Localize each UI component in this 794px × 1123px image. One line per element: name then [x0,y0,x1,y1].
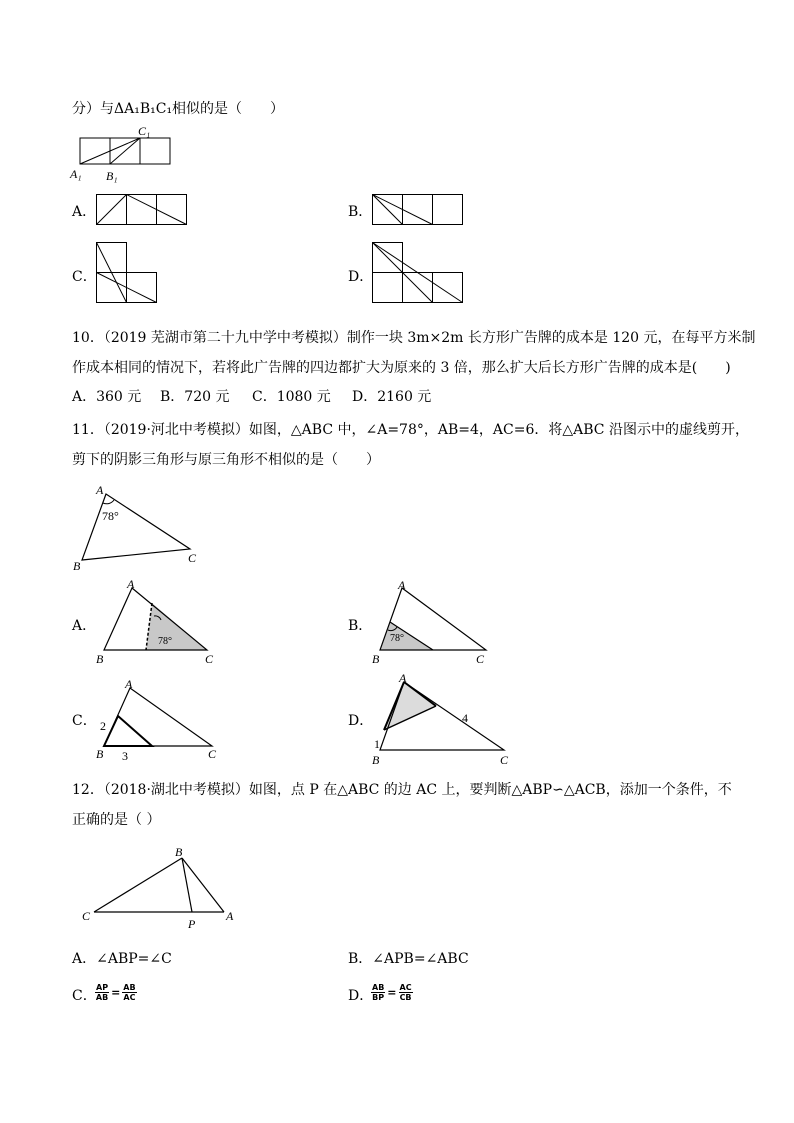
q11-b-fig-c: C [476,652,485,666]
frac-c-n2: AB [123,983,136,992]
q9-option-a-figure [96,194,188,226]
q11-c-fig-c: C [208,747,217,761]
q11-b-fig-b: B [372,652,380,666]
q11-d-fig-b: B [372,753,380,767]
q12-option-d-label: D． [348,988,374,1004]
q11-option-a-figure [94,578,224,670]
q11-fig-a: A [96,483,104,497]
q11-option-d-figure [368,670,518,770]
frac-c-n1: AP [96,983,109,992]
q10-line2: 作成本相同的情况下，若将此广告牌的四边都扩大为原来的 3 倍，那么扩大后长方形广告牌的成本是( ) [72,360,731,376]
q12-option-d-fraction [371,983,413,1002]
q12-figure [78,842,238,932]
q10-option-b: B．720 元 [160,389,230,405]
q12-option-b: B．∠APB=∠ABC [348,951,469,967]
q11-option-b-label: B． [348,618,373,634]
q9-option-d-figure [372,242,464,304]
frac-c-d1: AB [95,993,109,1002]
q11-option-b-figure [368,578,498,670]
q9-stem-tail: 分）与ΔA₁B₁C₁相似的是（ ） [72,101,285,117]
q9-label-a1: A₁ [70,167,82,181]
q11-b-fig-a: A [398,578,406,592]
q11-a-fig-c: C [205,652,214,666]
q12-option-c-fraction [95,983,137,1002]
q11-option-a-label: A． [72,618,97,634]
q12-fig-p: P [188,917,196,931]
q11-d-fig-a: A [399,671,407,685]
q10-option-d: D．2160 元 [352,389,432,405]
q9-label-b1: B₁ [106,169,118,183]
q12-option-c-label: C． [72,988,97,1004]
q9-option-c-label: C． [72,269,97,285]
frac-d-n2: AC [399,983,412,992]
q11-d-num-4: 4 [462,711,468,725]
q11-fig-c: C [188,551,197,565]
frac-d-d2: CB [399,993,412,1002]
q10-option-a: A．360 元 [72,389,142,405]
q11-main-figure [70,482,210,572]
q12-line2: 正确的是（ ） [72,812,161,828]
q11-d-fig-c: C [500,753,509,767]
q11-d-num-1: 1 [374,737,380,751]
svg-text:78°: 78° [158,636,172,647]
q11-line1: 11．（2019·河北中考模拟）如图，△ABC 中，∠A=78°，AB=4，AC=6．将△ABC 沿图示中的虚线剪开， [72,422,749,438]
frac-c-eq: = [111,986,121,999]
q11-a-fig-b: B [96,652,104,666]
q11-c-num-3: 3 [122,749,128,763]
q11-c-num-2: 2 [100,719,106,733]
q12-fig-c: C [82,909,91,923]
q11-c-fig-a: A [125,677,133,691]
frac-c-d2: AC [123,993,136,1002]
q11-option-c-figure [94,676,224,766]
q10-option-c: C．1080 元 [252,389,331,405]
q9-option-a-label: A． [72,204,97,220]
q9-label-c1: C₁ [138,124,151,138]
q11-line2: 剪下的阴影三角形与原三角形不相似的是（ ） [72,452,380,468]
q11-option-d-label: D． [348,713,374,729]
frac-d-n1: AB [372,983,385,992]
frac-d-eq: = [387,986,397,999]
q11-fig-b: B [73,559,81,573]
frac-d-d1: BP [372,993,385,1002]
svg-text:78°: 78° [390,633,404,644]
q11-c-fig-b: B [96,747,104,761]
q9-option-b-figure [372,194,464,226]
q12-option-a: A．∠ABP=∠C [72,951,172,967]
q11-a-fig-a: A [127,577,135,591]
q9-reference-figure [70,122,180,186]
q9-option-d-label: D． [348,269,374,285]
q10-line1: 10．（2019 芜湖市第二十九中学中考模拟）制作一块 3m×2m 长方形广告牌的成本是 120 元，在每平方米制 [72,330,756,346]
q12-fig-b: B [175,845,183,859]
q12-line1: 12．（2018·湖北中考模拟）如图，点 P 在△ABC 的边 AC 上，要判断△ABP∽△ACB，添加一个条件，不 [72,782,732,798]
q11-option-c-label: C． [72,713,97,729]
q12-fig-a: A [226,909,234,923]
q9-option-b-label: B． [348,204,373,220]
q9-option-c-figure [96,242,158,304]
q11-fig-angle: 78° [102,509,119,523]
